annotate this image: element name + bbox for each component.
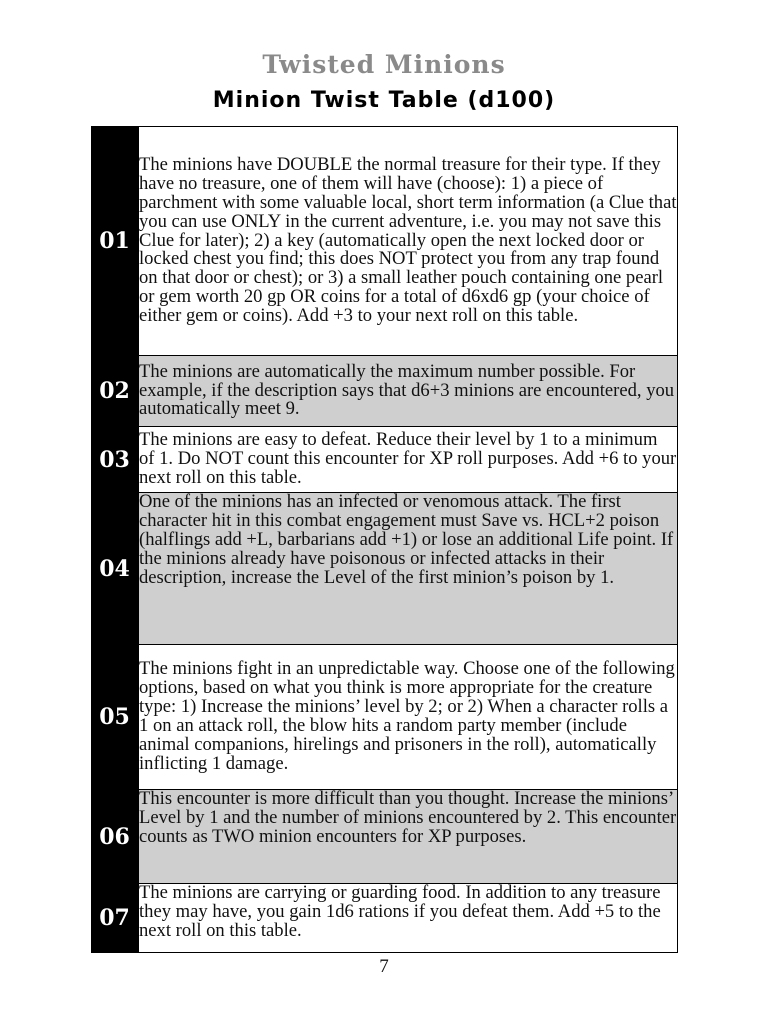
page-number: 7 <box>379 956 389 977</box>
roll-number: 05 <box>91 645 139 790</box>
table-row <box>91 427 678 493</box>
minion-twist-table <box>91 126 678 953</box>
table-row <box>91 356 678 427</box>
row-description: One of the minions has an infected or venomous attack. The first character hit in this combat engagement must Save vs. HCL+2 poison (halflings add +L, barbarians add +1) or lose an additional Life point. If the minions already have poisonous or infected attacks in their description, increase the Level of the first minion’s poison by 1. <box>139 493 678 645</box>
row-description: The minions are easy to defeat. Reduce their level by 1 to a minimum of 1. Do NOT count this encounter for XP roll purposes. Add +6 to your next roll on this table. <box>139 427 678 493</box>
roll-number: 01 <box>91 127 139 356</box>
row-description: The minions are automatically the maximum number possible. For example, if the description says that d6+3 minions are encountered, you automatically meet 9. <box>139 356 678 427</box>
table-title: Minion Twist Table (d100) <box>212 88 556 113</box>
table-row <box>91 493 678 645</box>
row-description: The minions are carrying or guarding food. In addition to any treasure they may have, you gain 1d6 rations if you defeat them. Add +5 to the next roll on this table. <box>139 884 678 953</box>
row-description: This encounter is more difficult than you thought. Increase the minions’ Level by 1 and the number of minions encountered by 2. This encounter counts as TWO minion encounters for XP purposes. <box>139 790 678 884</box>
row-description: The minions fight in an unpredictable way. Choose one of the following options, based on what you think is more appropriate for the creature type: 1) Increase the minions’ level by 2; or 2) When a character rolls a 1 on an attack roll, the blow hits a random party member (include animal companions, hirelings and prisoners in the roll), automatically inflicting 1 damage. <box>139 645 678 790</box>
row-description: The minions have DOUBLE the normal treasure for their type. If they have no treasure, one of them will have (choose): 1) a piece of parchment with some valuable local, short term information (a Clue that you can use ONLY in the current adventure, i.e. you may not save this Clue for later); 2) a key (automatically open the next locked door or locked chest you find; this does NOT protect you from any trap found on that door or chest); or 3) a small leather pouch containing one pearl or gem worth 20 gp OR coins for a total of d6xd6 gp (your choice of either gem or coins). Add +3 to your next roll on this table. <box>139 127 678 356</box>
roll-number: 06 <box>91 790 139 884</box>
table-row <box>91 645 678 790</box>
roll-number: 03 <box>91 427 139 493</box>
table-row <box>91 884 678 953</box>
table-row <box>91 127 678 356</box>
roll-number: 07 <box>91 884 139 953</box>
roll-number: 04 <box>91 493 139 645</box>
roll-number: 02 <box>91 356 139 427</box>
table-row <box>91 790 678 884</box>
book-title: Twisted Minions <box>262 50 506 79</box>
